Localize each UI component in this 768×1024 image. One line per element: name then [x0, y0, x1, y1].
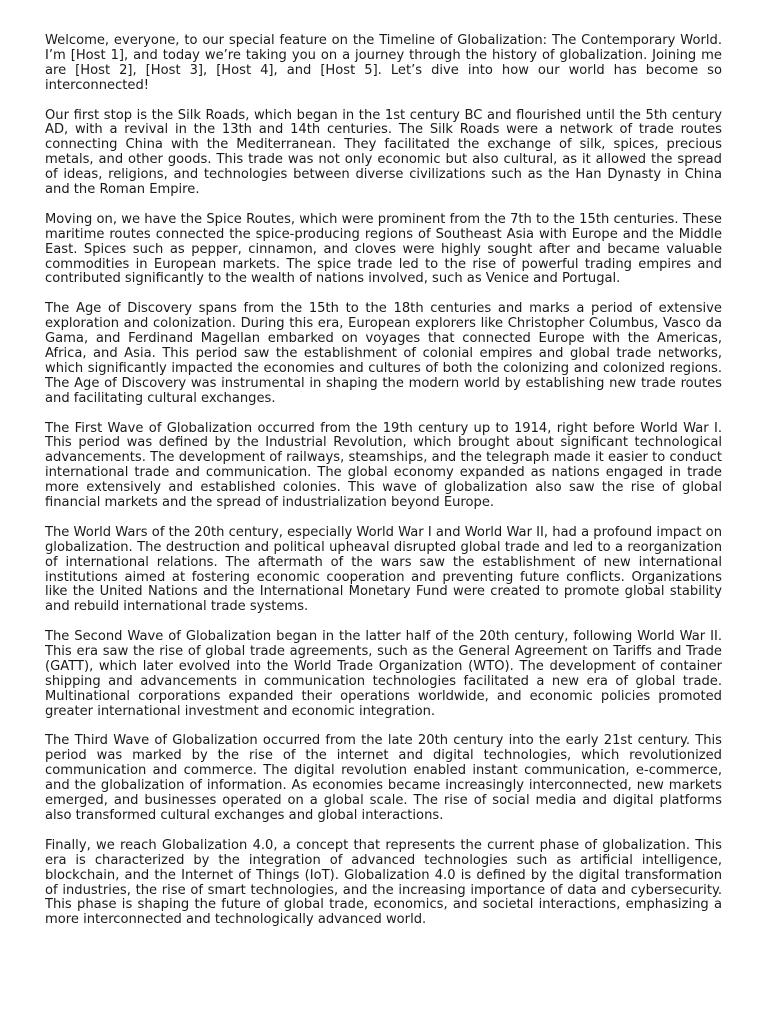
paragraph-silk-roads: Our first stop is the Silk Roads, which began in the 1st century BC and flourished until the 5th century AD, with a revival in the 13th and 14th centuries. The Silk Roads were a network of trade routes connecting China with the Mediterranean. They facilitated the exchange of silk, spices, precious metals, and other goods. This trade was not only economic but also cultural, as it allowed the spread of ideas, religions, and technologies between diverse civilizations such as the Han Dynasty in China and the Roman Empire.: [45, 107, 722, 198]
paragraph-world-wars: The World Wars of the 20th century, especially World War I and World War II, had a profound impact on globalization. The destruction and political upheaval disrupted global trade and led to a reorganization of international relations. The aftermath of the wars saw the establishment of new international institutions aimed at fostering economic cooperation and preventing future conflicts. Organizations like the United Nations and the International Monetary Fund were created to promote global stability and rebuild international trade systems.: [45, 524, 722, 615]
paragraph-first-wave: The First Wave of Globalization occurred from the 19th century up to 1914, right before World War I. This period was defined by the Industrial Revolution, which brought about significant technological advancements. The development of railways, steamships, and the telegraph made it easier to conduct international trade and communication. The global economy expanded as nations engaged in trade more extensively and established colonies. This wave of globalization also saw the rise of global financial markets and the spread of industrialization beyond Europe.: [45, 420, 722, 511]
paragraph-globalization-4: Finally, we reach Globalization 4.0, a concept that represents the current phase of globalization. This era is characterized by the integration of advanced technologies such as artificial intelligence, blockchain, and the Internet of Things (IoT). Globalization 4.0 is defined by the digital transformation of industries, the rise of smart technologies, and the increasing importance of data and cybersecurity. This phase is shaping the future of global trade, economics, and societal interactions, emphasizing a more interconnected and technologically advanced world.: [45, 837, 722, 928]
paragraph-intro: Welcome, everyone, to our special feature on the Timeline of Globalization: The Contemporary World. I’m [Host 1], and today we’re taking you on a journey through the history of globalization. Joining me are [Host 2], [Host 3], [Host 4], and [Host 5]. Let’s dive into how our world has become so interconnected!: [45, 33, 722, 93]
paragraph-age-of-discovery: The Age of Discovery spans from the 15th to the 18th centuries and marks a period of extensive exploration and colonization. During this era, European explorers like Christopher Columbus, Vasco da Gama, and Ferdinand Magellan embarked on voyages that connected Europe with the Americas, Africa, and Asia. This period saw the establishment of colonial empires and global trade networks, which significantly impacted the economies and cultures of both the colonizing and colonized regions. The Age of Discovery was instrumental in shaping the modern world by establishing new trade routes and facilitating cultural exchanges.: [45, 301, 722, 406]
paragraph-second-wave: The Second Wave of Globalization began in the latter half of the 20th century, following World War II. This era saw the rise of global trade agreements, such as the General Agreement on Tariffs and Trade (GATT), which later evolved into the World Trade Organization (WTO). The development of container shipping and advancements in communication technologies facilitated a new era of global trade. Multinational corporations expanded their operations worldwide, and economic policies promoted greater international investment and economic integration.: [45, 629, 722, 719]
document-page: [45, 34, 722, 943]
paragraph-third-wave: The Third Wave of Globalization occurred from the late 20th century into the early 21st century. This period was marked by the rise of the internet and digital technologies, which revolutionized communication and commerce. The digital revolution enabled instant communication, e-commerce, and the globalization of information. As economies became increasingly interconnected, new markets emerged, and businesses operated on a global scale. The rise of social media and digital platforms also transformed cultural exchanges and global interactions.: [45, 733, 722, 824]
paragraph-spice-routes: Moving on, we have the Spice Routes, which were prominent from the 7th to the 15th centuries. These maritime routes connected the spice-producing regions of Southeast Asia with Europe and the Middle East. Spices such as pepper, cinnamon, and cloves were highly sought after and became valuable commodities in European markets. The spice trade led to the rise of powerful trading empires and contributed significantly to the wealth of nations involved, such as Venice and Portugal.: [45, 211, 722, 287]
